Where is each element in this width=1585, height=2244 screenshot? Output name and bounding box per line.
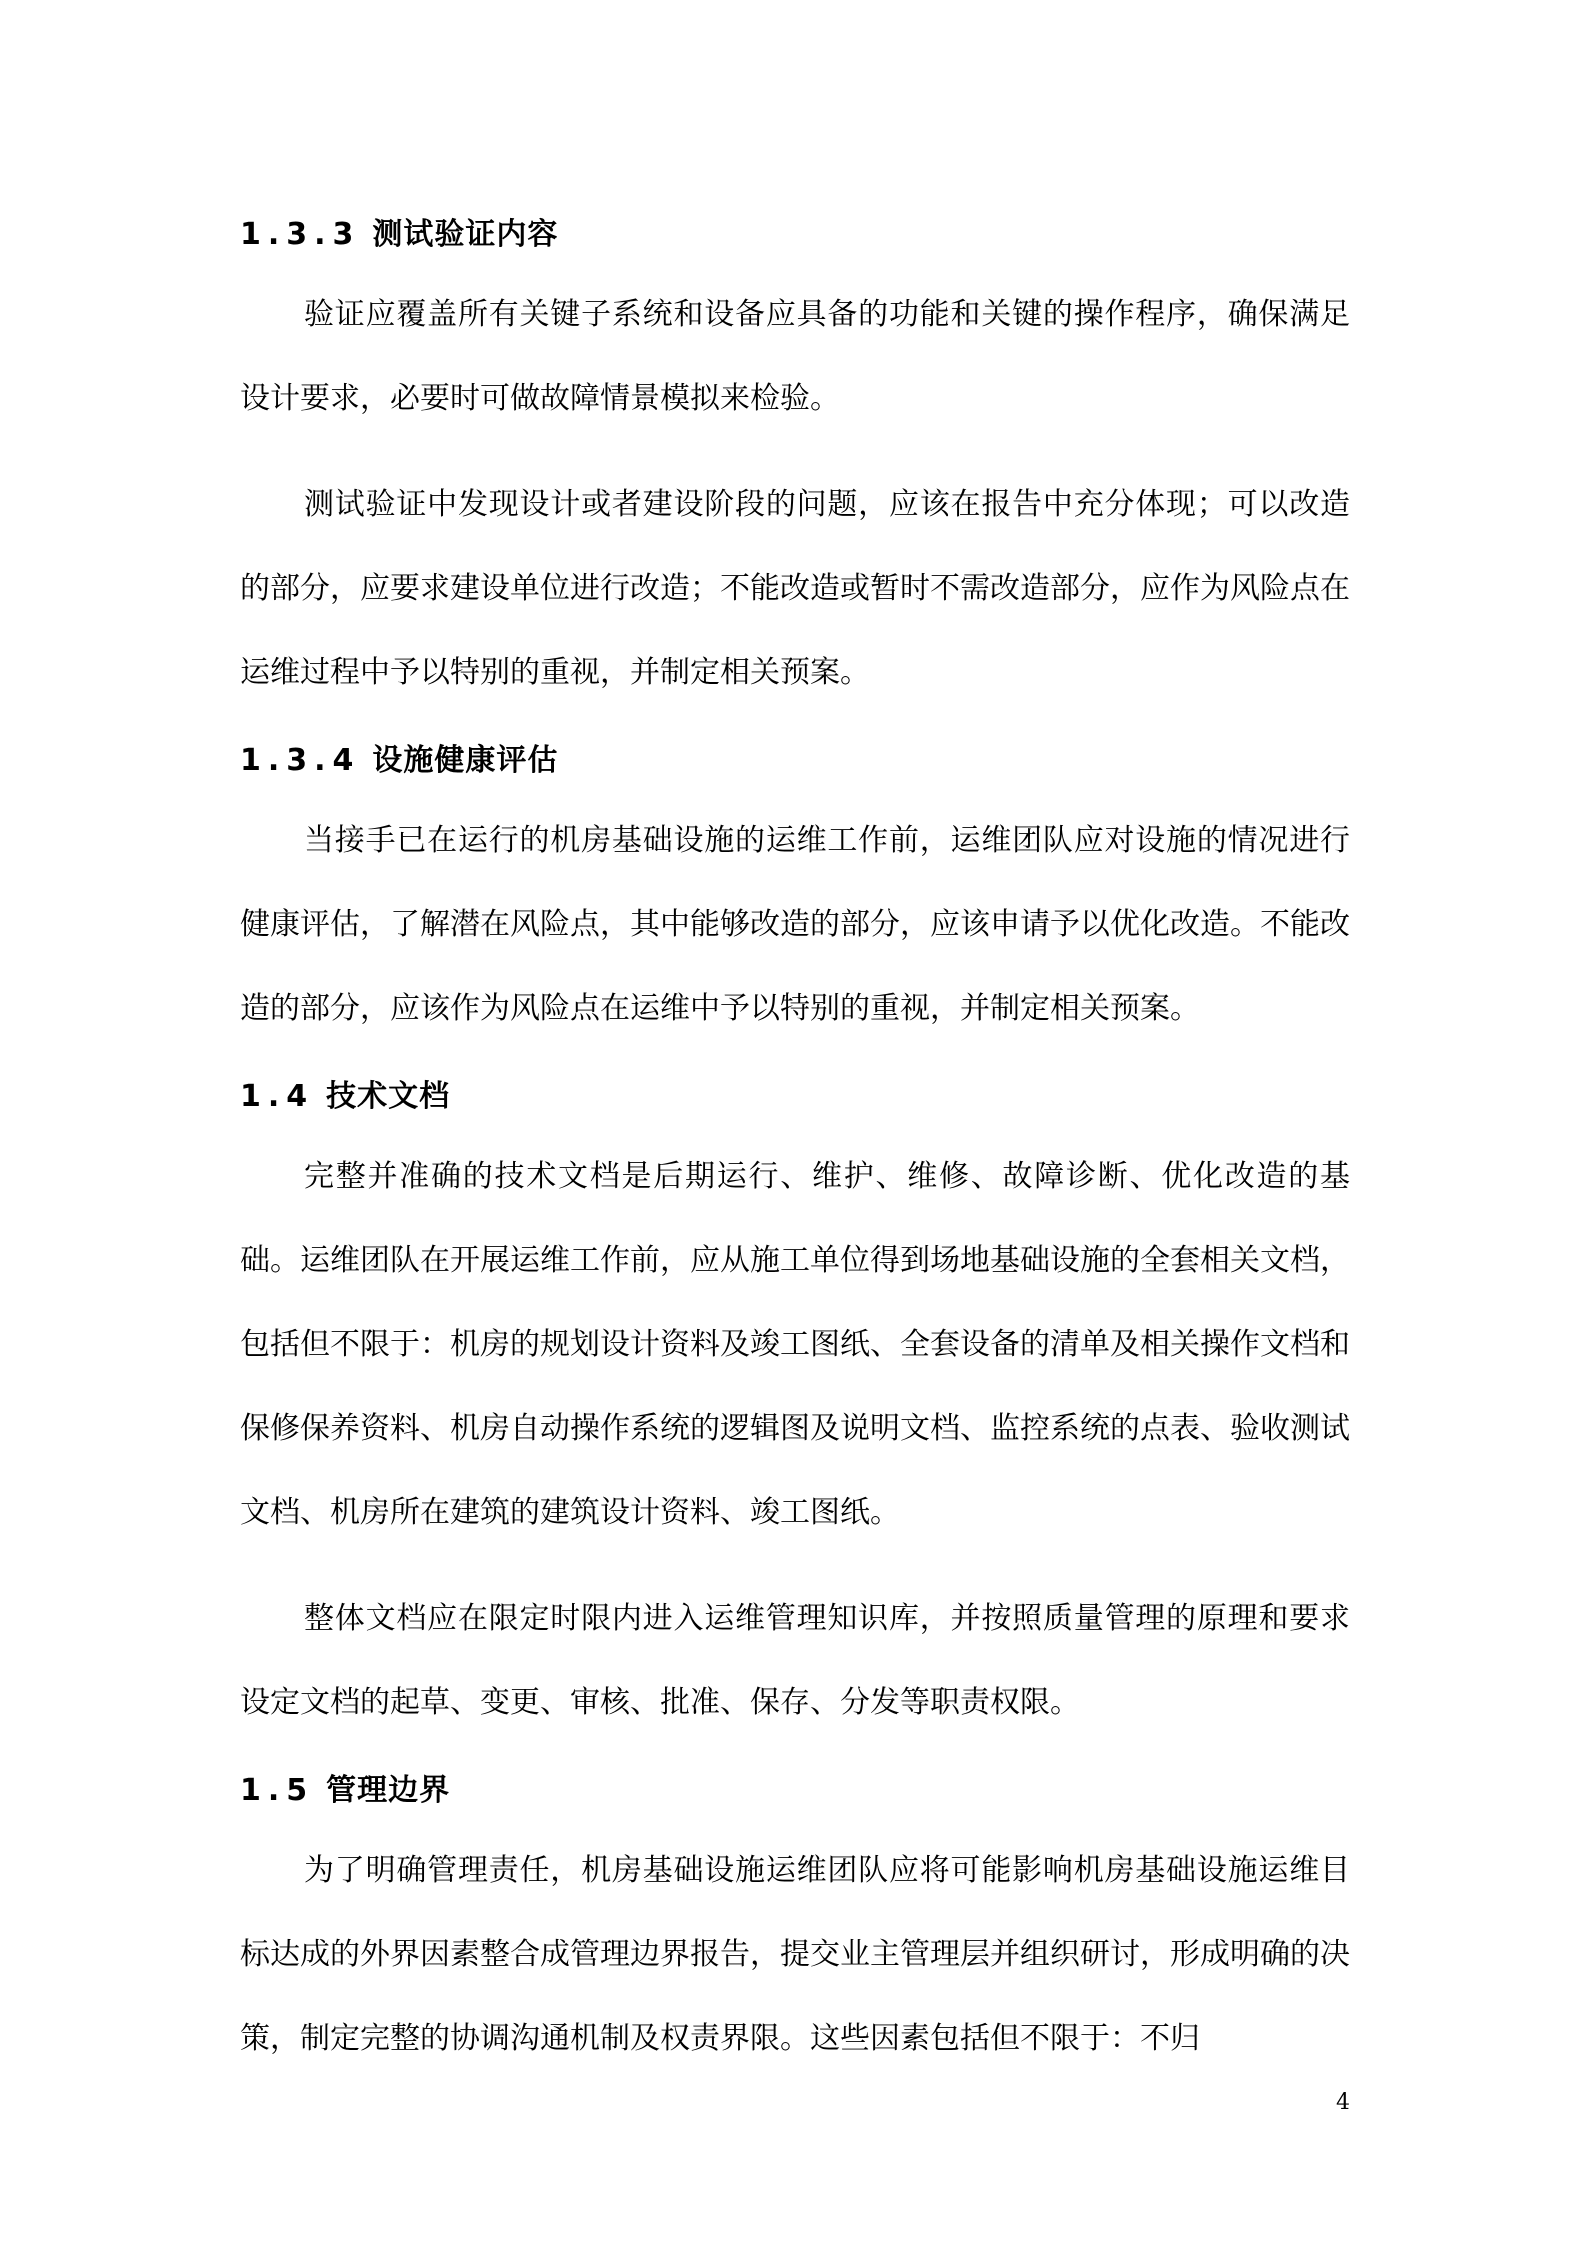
section-number: 1.5 (240, 1773, 315, 1808)
section-title: 管理边界 (326, 1773, 451, 1808)
paragraph: 为了明确管理责任，机房基础设施运维团队应将可能影响机房基础设施运维目标达成的外界因素整合成管理边界报告，提交业主管理层并组织研讨，形成明确的决策，制定完整的协调沟通机制及权责界限。这些因素包括但不限于：不归 (240, 1853, 1350, 2056)
section-number: 1.3.4 (240, 743, 361, 778)
section-heading-1-4 (240, 1067, 1350, 1127)
section-heading-1-3-3 (240, 205, 1350, 265)
page-content (240, 205, 1350, 2103)
section-title: 测试验证内容 (372, 217, 559, 252)
section-title: 技术文档 (326, 1079, 451, 1114)
paragraph: 验证应覆盖所有关键子系统和设备应具备的功能和关键的操作程序，确保满足设计要求，必要时可做故障情景模拟来检验。 (240, 297, 1350, 416)
paragraph: 完整并准确的技术文档是后期运行、维护、维修、故障诊断、优化改造的基础。运维团队在开展运维工作前，应从施工单位得到场地基础设施的全套相关文档，包括但不限于：机房的规划设计资料及竣工图纸、全套设备的清单及相关操作文档和保修保养资料、机房自动操作系统的逻辑图及说明文档、监控系统的点表、验收测试文档、机房所在建筑的建筑设计资料、竣工图纸。 (240, 1159, 1350, 1530)
page-number: 4 (1336, 2090, 1350, 2115)
section-number: 1.3.3 (240, 217, 361, 252)
paragraph: 测试验证中发现设计或者建设阶段的问题，应该在报告中充分体现；可以改造的部分，应要求建设单位进行改造；不能改造或暂时不需改造部分，应作为风险点在运维过程中予以特别的重视，并制定相关预案。 (240, 487, 1350, 690)
paragraph: 整体文档应在限定时限内进入运维管理知识库，并按照质量管理的原理和要求设定文档的起草、变更、审核、批准、保存、分发等职责权限。 (240, 1601, 1350, 1720)
paragraph: 当接手已在运行的机房基础设施的运维工作前，运维团队应对设施的情况进行健康评估，了解潜在风险点，其中能够改造的部分，应该申请予以优化改造。不能改造的部分，应该作为风险点在运维中予以特别的重视，并制定相关预案。 (240, 823, 1350, 1026)
section-title: 设施健康评估 (372, 743, 559, 778)
section-number: 1.4 (240, 1079, 315, 1114)
section-heading-1-3-4 (240, 731, 1350, 791)
section-heading-1-5 (240, 1761, 1350, 1821)
